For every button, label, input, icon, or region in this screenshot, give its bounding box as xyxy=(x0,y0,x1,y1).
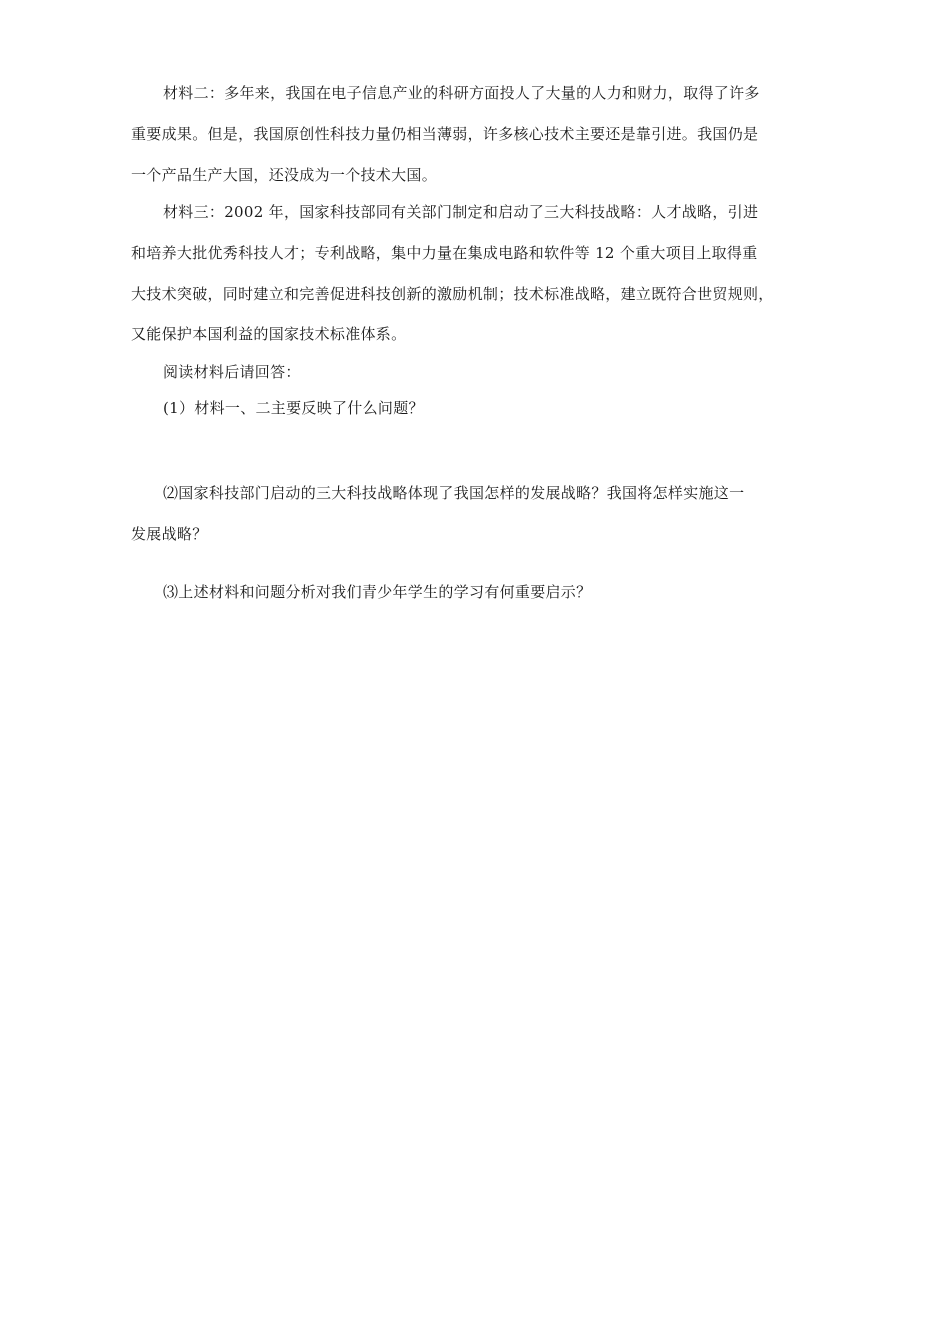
material2-line2: 重要成果。但是，我国原创性科技力量仍相当薄弱，许多核心技术主要还是靠引进。我国仍是 xyxy=(131,125,759,143)
question-1: (1）材料一、二主要反映了什么问题？ xyxy=(163,399,424,417)
material2-line1: 材料二：多年来，我国在电子信息产业的科研方面投人了大量的人力和财力，取得了许多 xyxy=(163,84,760,102)
reading-instruction: 阅读材料后请回答： xyxy=(163,363,301,381)
material3-line4: 又能保护本国利益的国家技术标准体系。 xyxy=(131,325,407,343)
material2-line3: 一个产品生产大国，还没成为一个技术大国。 xyxy=(131,166,438,184)
material3-line2: 和培养大批优秀科技人才；专利战略，集中力量在集成电路和软件等 12 个重大项目上取得重 xyxy=(131,244,758,262)
material3-line3: 大技术突破，同时建立和完善促进科技创新的激励机制；技术标准战略，建立既符合世贸规则， xyxy=(131,285,774,303)
question-2-line2: 发展战略？ xyxy=(131,525,208,543)
material3-line1: 材料三：2002 年，国家科技部同有关部门制定和启动了三大科技战略：人才战略，引进 xyxy=(163,203,759,221)
question-2-line1: ⑵国家科技部门启动的三大科技战略体现了我国怎样的发展战略？我国将怎样实施这一 xyxy=(163,484,745,502)
question-3: ⑶上述材料和问题分析对我们青少年学生的学习有何重要启示？ xyxy=(163,583,592,601)
